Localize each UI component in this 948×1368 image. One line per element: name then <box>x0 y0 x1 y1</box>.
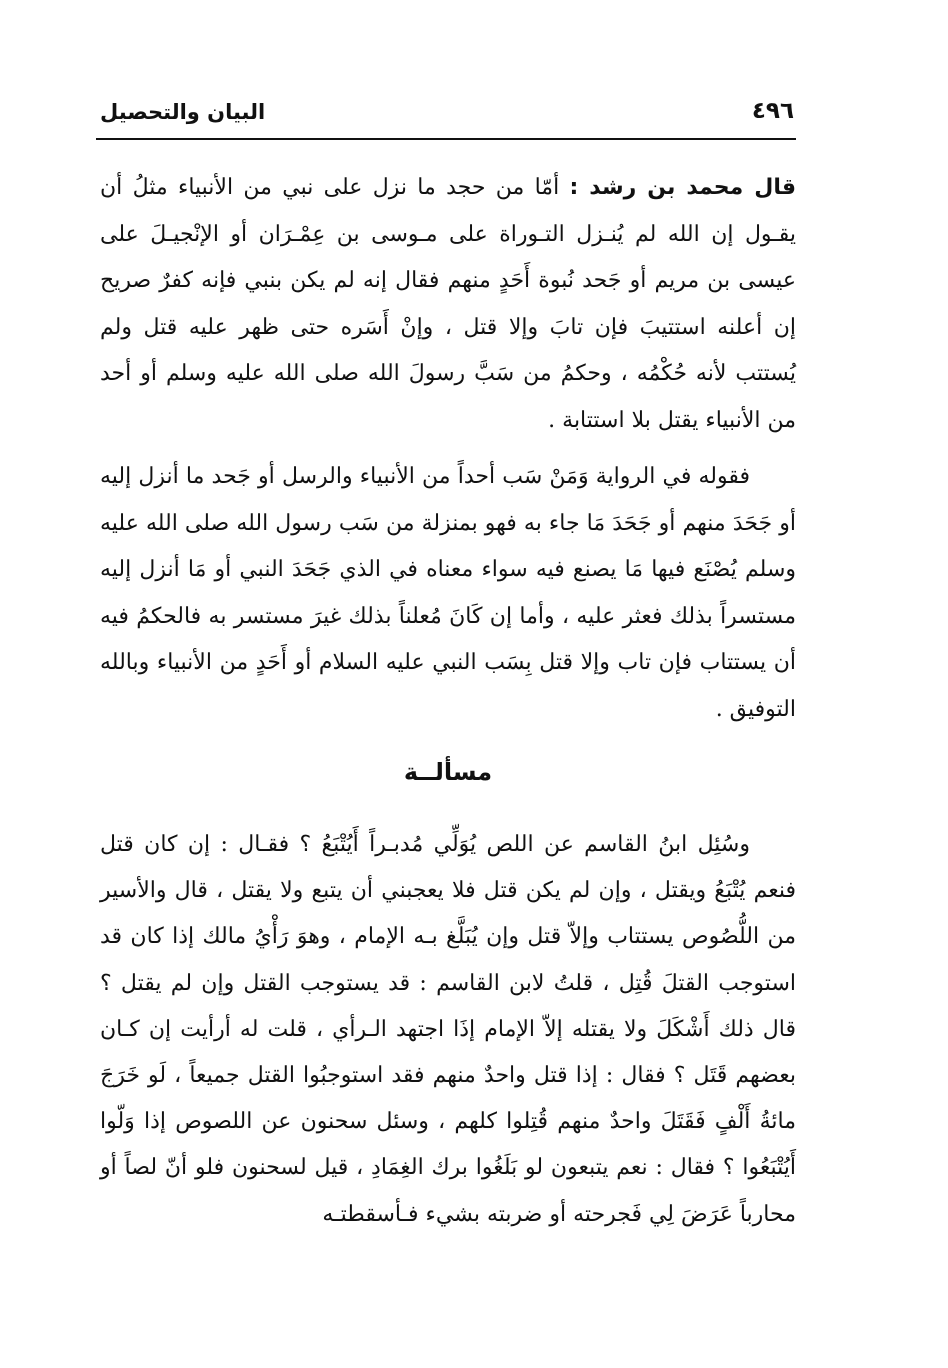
running-header <box>96 96 796 136</box>
paragraph-explanation <box>100 454 796 733</box>
paragraph-text: وسُئِل ابنُ القاسم عن اللص يُوَلِّي مُدبـراً أَيُتْبَعُ ؟ فقـال : إن كان قتل فنعم يُتْبَعُ ويقتل ، وإن لم يكن قتل فلا يعجبني أن يتبع ولا يقتل ، قال والأسير من اللُّصُوص يستتاب وإلاّ قتل وإن يُبَلَّغ بـه الإمام ، وهوَ رَأْيُ مالك إذا كان قد استوجب القتلَ قُتِل ، قلتُ لابن القاسم : قد يستوجب القتل وإن لم يقتل ؟ قال ذلك أَشْكَلَ ولا يقتله إلاّ الإمام إذَا اجتهد الـرأي ، قلت له أرأيت إن كـان بعضهم قَتَل ؟ فقال : إذا قتل واحدٌ منهم فقد استوجبُوا القتل جميعاً ، لَو خَرَجَ مائةُ أَلْفٍ فَقَتَلَ واحدٌ منهم قُتِلوا كلهم ، وسئل سحنون عن اللصوص إذا وَلّوا أَيُتْبَعُوا ؟ فقال : نعم يتبعون لو بَلَغُوا برك الغِمَادِ ، قيل لسحنون فلو أنّ لصاً أو محارباً عَرَضَ لِي فَجرحته أو ضربته بشيء فـأسقطتـه <box>100 832 796 1227</box>
section-heading: مسألــة <box>403 758 493 786</box>
running-title: البيان والتحصيل <box>100 100 266 124</box>
speaker-label: قال محمد بن رشد : <box>569 175 797 200</box>
paragraph-text: أمّا من حجد ما نزل على نبي من الأنبياء مثلُ أن يقـول إن الله لم يُنـزل التـوراة على مـوسى بن عِمْـرَان أو الإنْجيـلَ على عيسى بن مريم أو جَحد نُبوة أَحَدٍ منهم فقال إنه لم يكن بنبي فإنه كفرٌ صريح إن أعلنه استتيبَ فإن تابَ وإلا قتل ، وإنْ أَسَره حتى ظهر عليه قتل ولم يُستتب لأنه حُكْمُه ، وحكمُ من سَبَّ رسولَ الله صلى الله عليه وسلم أو أحد من الأنبياء يقتل بلا استتابة . <box>100 175 796 433</box>
paragraph-question <box>100 822 796 1238</box>
page-number: ٤٩٦ <box>751 98 794 124</box>
paragraph-text: فقوله في الرواية وَمَنْ سَب أحداً من الأنبياء والرسل أو جَحد ما أنزل إليه أو جَحَدَ منهم أو جَحَدَ مَا جاء به فهو بمنزلة من سَب رسول الله صلى الله عليه وسلم يُصْنَع فيها مَا يصنع فيه سواء معناه في الذي جَحَدَ النبي أو مَا أنزل إليه مستسراً بذلك فعثر عليه ، وأما إن كَانَ مُعلناً بذلك غيرَ مستسر به فالحكمُ فيه أن يستتاب فإن تاب وإلا قتل بِسَب النبي عليه السلام أو أَحَدٍ من الأنبياء وبالله التوفيق . <box>100 464 796 722</box>
paragraph-commentary <box>100 165 796 444</box>
header-divider <box>96 138 796 140</box>
